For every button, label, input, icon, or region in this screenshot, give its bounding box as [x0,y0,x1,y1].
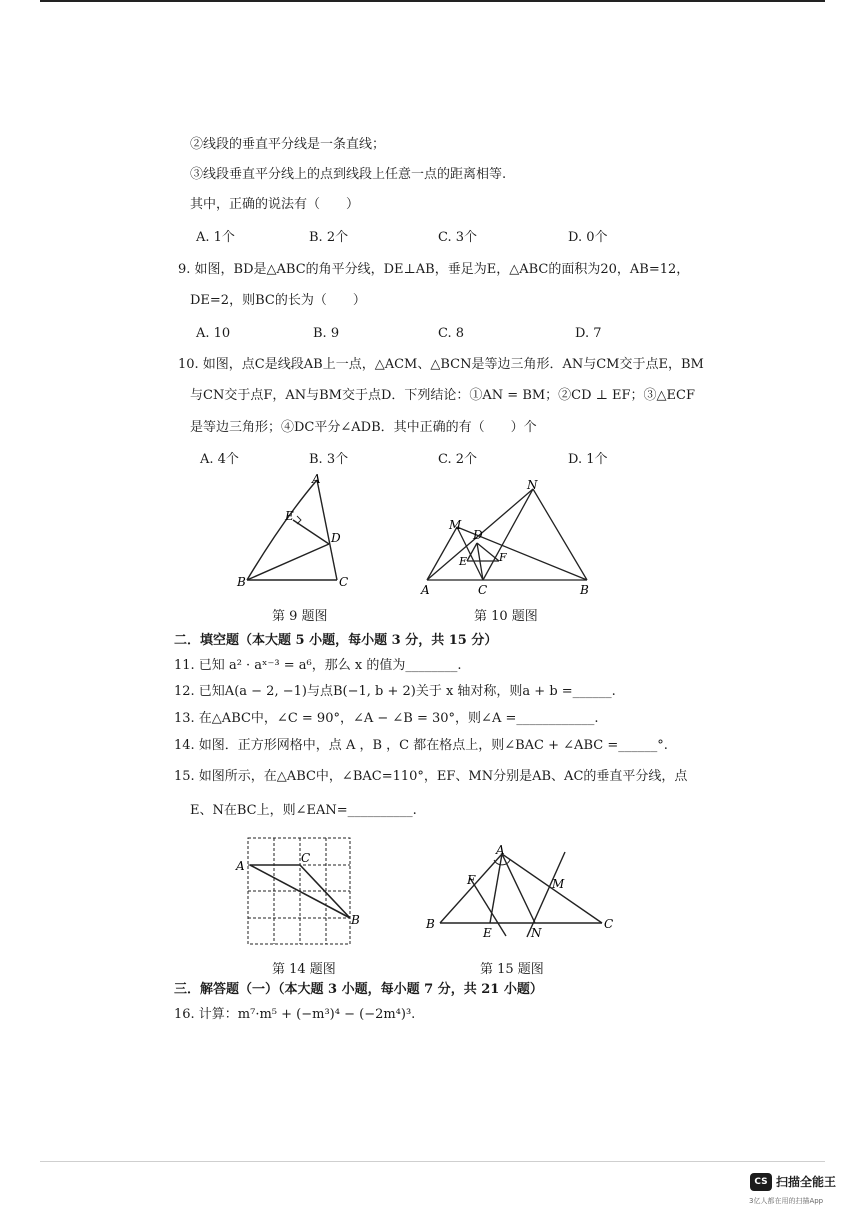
fig9-bisector-bd [247,544,329,580]
figure-9-caption: 第 9 题图 [272,609,328,624]
figure-9-triangle [225,470,365,600]
q16: 16. 计算：m⁷·m⁵ + (−m³)⁴ − (−2m⁴)³. [174,1007,416,1022]
fig14-line-cb [300,865,350,918]
q9-option-c: C. 8 [438,326,465,341]
q9-line-2: DE=2，则BC的长为（ ） [190,293,366,308]
q8-stem: 其中，正确的说法有（ ） [190,197,360,212]
watermark-tagline: 3亿人都在用的扫描App [749,1197,824,1205]
fig10-line-df [477,543,499,561]
fig10-label-f: F [499,551,507,564]
fig10-label-b: B [580,583,589,597]
fig14-label-a: A [236,859,245,873]
q13: 13. 在△ABC中，∠C = 90°，∠A − ∠B = 30°，则∠A =____________. [174,711,599,726]
fig15-perp-bisector-mn [527,852,565,937]
fig15-label-a: A [496,843,505,857]
section-3-heading: 三．解答题（一）（本大题 3 小题，每小题 7 分，共 21 小题） [174,982,543,997]
q11: 11. 已知 a² · aˣ⁻³ = a⁶，那么 x 的值为________. [174,658,462,673]
fig9-side-ac [317,480,337,580]
q8-item-3: ③线段垂直平分线上的点到线段上任意一点的距离相等. [190,167,507,182]
fig9-label-e: E [285,509,294,523]
q9-option-d: D. 7 [575,326,602,341]
fig15-label-n: N [531,926,542,940]
figure-10-caption: 第 10 题图 [474,609,538,624]
fig9-label-c: C [339,575,349,589]
q8-option-c: C. 3个 [438,230,478,245]
scanner-watermark [748,1170,860,1224]
figure-10-equilateral-triangles [415,475,600,600]
fig9-right-angle-mark [297,516,301,524]
q8-option-a: A. 1个 [196,230,235,245]
q12: 12. 已知A(a − 2, −1)与点B(−1, b + 2)关于 x 轴对称，则a + b =______. [174,684,616,699]
fig9-label-b: B [237,575,246,589]
q10-option-d: D. 1个 [568,452,608,467]
fig14-label-b: B [351,913,360,927]
fig9-label-a: A [312,472,321,486]
bottom-border [40,1161,825,1162]
figure-14-grid [230,832,360,952]
watermark-app-name: 扫描全能王 [776,1175,837,1189]
fig10-label-c: C [478,583,488,597]
figure-15-caption: 第 15 题图 [480,962,544,977]
fig15-label-b: B [426,917,435,931]
section-2-heading: 二．填空题（本大题 5 小题，每小题 3 分，共 15 分） [174,633,498,648]
fig14-label-c: C [301,851,311,865]
fig9-label-d: D [331,531,341,545]
q10-line-1: 10. 如图，点C是线段AB上一点，△ACM、△BCN是等边三角形．AN与CM交于点E，BM [178,357,704,372]
top-border [40,0,825,2]
q15-line-1: 15. 如图所示，在△ABC中，∠BAC=110°，EF、MN分别是AB、AC的垂直平分线，点 [174,769,688,784]
q10-option-a: A. 4个 [200,452,239,467]
fig15-side-ab [440,854,502,923]
fig10-label-m: M [449,518,462,532]
q9-option-b: B. 9 [313,326,340,341]
figure-14-caption: 第 14 题图 [272,962,336,977]
q9-line-1: 9. 如图，BD是△ABC的角平分线，DE⊥AB，垂足为E，△ABC的面积为20，AB=12， [178,262,690,277]
q8-option-d: D. 0个 [568,230,608,245]
fig10-side-cn [483,489,533,580]
q14: 14. 如图．正方形网格中，点 A ，B ，C 都在格点上，则∠BAC + ∠ABC =______°. [174,738,668,753]
fig9-perpendicular-de [293,520,329,544]
q15-line-2: E、N在BC上，则∠EAN=__________. [190,803,417,818]
figure-15-triangle [420,840,620,945]
fig15-label-c: C [604,917,614,931]
fig10-side-am [427,527,457,580]
q9-option-a: A. 10 [196,326,231,341]
q8-option-b: B. 2个 [309,230,349,245]
fig15-label-m: M [552,877,565,891]
fig10-side-nb [533,489,587,580]
fig10-label-e: E [459,555,468,568]
fig15-line-an [502,854,535,923]
q10-option-b: B. 3个 [309,452,349,467]
q10-option-c: C. 2个 [438,452,478,467]
q10-line-2: 与CN交于点F，AN与BM交于点D．下列结论：①AN = BM；②CD ⊥ EF；③△ECF [190,388,696,403]
fig10-label-d: D [473,528,483,542]
q10-line-3: 是等边三角形；④DC平分∠ADB．其中正确的有（ ）个 [190,420,537,435]
fig15-label-e: E [483,926,492,940]
fig15-label-f: F [467,873,476,887]
q8-item-2: ②线段的垂直平分线是一条直线； [190,137,386,152]
camscanner-logo-icon: CS [750,1173,772,1191]
fig10-label-a: A [421,583,430,597]
fig10-label-n: N [527,478,538,492]
